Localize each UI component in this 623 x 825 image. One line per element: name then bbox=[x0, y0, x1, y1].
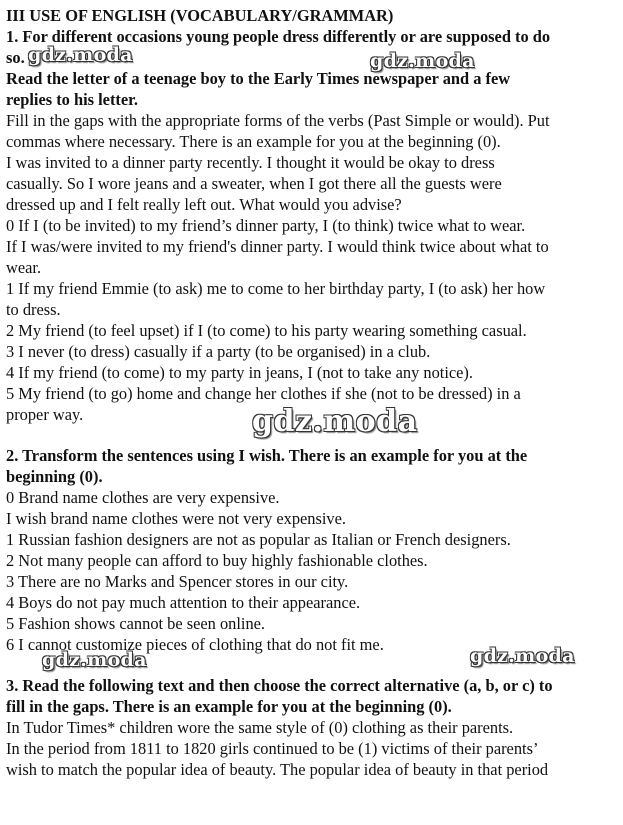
task2-line: 0 Brand name clothes are very expensive. bbox=[6, 488, 280, 507]
task2-line: 5 Fashion shows cannot be seen online. bbox=[6, 614, 266, 633]
task1-line: I was invited to a dinner party recently. I thought it would be okay to dress bbox=[6, 153, 495, 172]
task1-line: to dress. bbox=[6, 300, 61, 319]
task1-line: Fill in the gaps with the appropriate forms of the verbs (Past Simple or would). Put bbox=[6, 111, 550, 130]
task1-line: 3 I never (to dress) casually if a party (to be organised) in a club. bbox=[6, 342, 431, 361]
watermark-logo: gdz.moda bbox=[42, 649, 147, 671]
watermark-logo: gdz.moda bbox=[252, 404, 418, 439]
task3-heading: 3. Read the following text and then choose the correct alternative (a, b, or c) to bbox=[6, 676, 553, 695]
task1-line: 0 If I (to be invited) to my friend’s dinner party, I (to think) twice what to wear. bbox=[6, 216, 526, 235]
task1-line: commas where necessary. There is an example for you at the beginning (0). bbox=[6, 132, 501, 151]
task1-heading-cont: so. bbox=[6, 48, 25, 67]
task1-subheading-cont: replies to his letter. bbox=[6, 90, 139, 109]
task2-line: 1 Russian fashion designers are not as popular as Italian or French designers. bbox=[6, 530, 511, 549]
watermark-logo: gdz.moda bbox=[370, 50, 475, 72]
section-title: III USE OF ENGLISH (VOCABULARY/GRAMMAR) bbox=[6, 6, 394, 25]
task3-line: In Tudor Times* children wore the same style of (0) clothing as their parents. bbox=[6, 718, 514, 737]
task1-line: 4 If my friend (to come) to my party in jeans, I (not to take any notice). bbox=[6, 363, 473, 382]
task2-line: 3 There are no Marks and Spencer stores in our city. bbox=[6, 572, 349, 591]
task2-heading-cont: beginning (0). bbox=[6, 467, 103, 486]
task2-line: 6 I cannot customize pieces of clothing that do not fit me. bbox=[6, 635, 384, 654]
task3-line: In the period from 1811 to 1820 girls continued to be (1) victims of their parents’ bbox=[6, 739, 539, 758]
task3-line: wish to match the popular idea of beauty. The popular idea of beauty in that period bbox=[6, 760, 549, 779]
task1-line: casually. So I wore jeans and a sweater, when I got there all the guests were bbox=[6, 174, 502, 193]
task1-line: 1 If my friend Emmie (to ask) me to come to her birthday party, I (to ask) her how bbox=[6, 279, 546, 298]
watermark-logo: gdz.moda bbox=[28, 44, 133, 66]
task1-line: dressed up and I felt really left out. What would you advise? bbox=[6, 195, 402, 214]
task1-line: wear. bbox=[6, 258, 42, 277]
task2-heading: 2. Transform the sentences using I wish. There is an example for you at the bbox=[6, 446, 528, 465]
task2-line: 4 Boys do not pay much attention to their appearance. bbox=[6, 593, 361, 612]
task2-line: I wish brand name clothes were not very expensive. bbox=[6, 509, 346, 528]
task1-line: proper way. bbox=[6, 405, 84, 424]
task1-line: If I was/were invited to my friend's dinner party. I would think twice about what to bbox=[6, 237, 549, 256]
task2-line: 2 Not many people can afford to buy highly fashionable clothes. bbox=[6, 551, 428, 570]
task1-line: 5 My friend (to go) home and change her clothes if she (not to be dressed) in a bbox=[6, 384, 521, 403]
task1-subheading: Read the letter of a teenage boy to the Early Times newspaper and a few bbox=[6, 69, 511, 88]
task3-heading-cont: fill in the gaps. There is an example for you at the beginning (0). bbox=[6, 697, 452, 716]
task1-line: 2 My friend (to feel upset) if I (to come) to his party wearing something casual. bbox=[6, 321, 527, 340]
task1-heading: 1. For different occasions young people dress differently or are supposed to do bbox=[6, 27, 551, 46]
watermark-logo: gdz.moda bbox=[470, 645, 575, 667]
